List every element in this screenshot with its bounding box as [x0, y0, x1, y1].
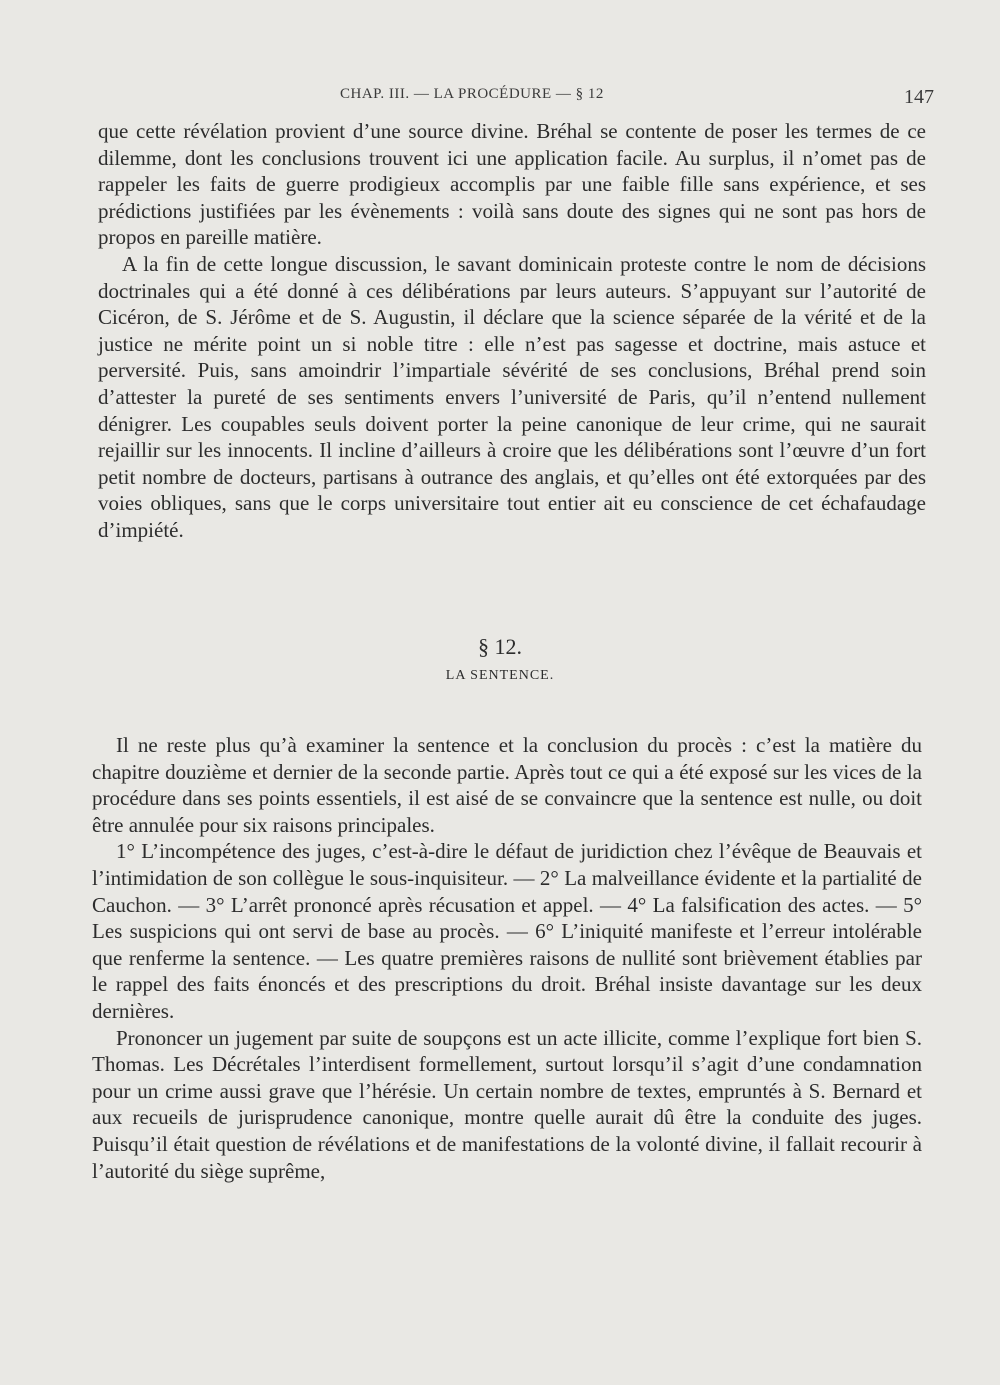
paragraph: Prononcer un jugement par suite de soupçons est un acte illicite, comme l’explique fort bien S. Thomas. Les Décrétales l’interdisent formellement, surtout lorsqu’il s’agit d’une condamnation pour un crime aussi grave que l’hérésie. Un certain nombre de textes, empruntés à S. Bernard et aux recueils de jurisprudence canonique, montre quelle aurait dû être la conduite des juges. Puisqu’il était question de révélations et de manifestations de la volonté divine, il fallait recourir à l’autorité du siège suprême, [92, 1025, 922, 1183]
paragraph: 1° L’incompétence des juges, c’est-à-dire le défaut de juridiction chez l’évêque de Beauvais et l’intimidation de son collègue le sous-inquisiteur. — 2° La malveillance évidente et la partialité de Cauchon. — 3° L’arrêt prononcé après récusation et appel. — 4° La falsification des actes. — 5° Les suspicions qui ont servi de base au procès. — 6° L’iniquité manifeste et l’erreur intolérable que renferme la sentence. — Les quatre premières raisons de nullité sont brièvement établies par le rappel des faits énoncés et des prescriptions du droit. Bréhal insiste davantage sur les deux dernières. [92, 839, 922, 1023]
text-block-top [98, 118, 926, 544]
paragraph: Il ne reste plus qu’à examiner la sentence et la conclusion du procès : c’est la matière du chapitre douzième et dernier de la seconde partie. Après tout ce qui a été exposé sur les vices de la procédure dans ses points essentiels, il est aisé de se convaincre que la sentence est nulle, ou doit être annulée pour six raisons principales. [92, 733, 922, 837]
paragraph: A la fin de cette longue discussion, le savant dominicain proteste contre le nom de décisions doctrinales qui a été donné à ces délibérations par leurs auteurs. S’appuyant sur l’autorité de Cicéron, de S. Jérôme et de S. Augustin, il déclare que la science séparée de la vérité et de la justice ne mérite point un si noble titre : elle n’est pas sagesse et doctrine, mais astuce et perversité. Puis, sans amoindrir l’impartiale sévérité de ses conclusions, Bréhal prend soin d’attester la pureté de ses sentiments envers l’université de Paris, qu’il n’entend nullement dénigrer. Les coupables seuls doivent porter la peine canonique de leur crime, qui ne saurait rejaillir sur les innocents. Il incline d’ailleurs à croire que les délibérations sont l’œuvre d’un fort petit nombre de docteurs, partisans à outrance des anglais, et qu’elles ont été extorquées par des voies obliques, sans que le corps universitaire tout entier ait eu conscience de cet échafaudage d’impiété. [98, 251, 926, 542]
section-title: LA SENTENCE. [445, 668, 555, 683]
paragraph: que cette révélation provient d’une source divine. Bréhal se contente de poser les termes de ce dilemme, dont les conclusions trouvent ici une application facile. Au surplus, il n’omet pas de rappeler les faits de guerre prodigieux accomplis par une faible fille sans expérience, et ses prédictions justifiées par les évènements : voilà sans doute des signes qui ne sont pas hors de propos en pareille matière. [98, 119, 926, 250]
running-head: CHAP. III. — LA PROCÉDURE — § 12 [340, 86, 604, 102]
text-block-bottom [92, 732, 922, 1184]
page-number: 147 [904, 86, 934, 108]
section-number: § 12. [478, 634, 522, 659]
